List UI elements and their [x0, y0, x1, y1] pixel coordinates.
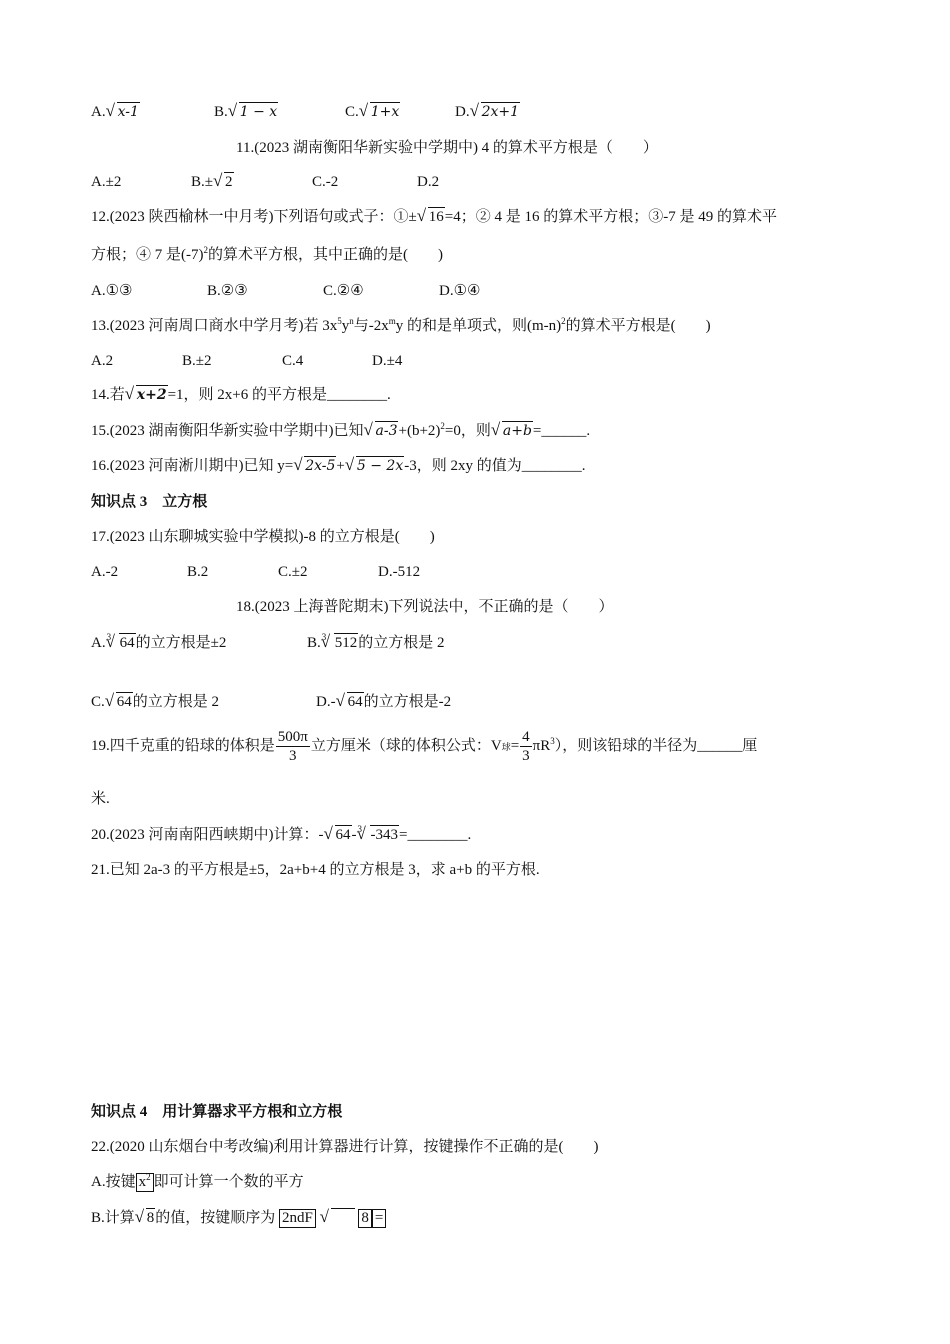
q14-stem: 14.若√ x+2=1，则 2x+6 的平方根是________. — [91, 385, 391, 405]
q10-option-a: A.√ x-1 — [91, 102, 140, 122]
q16-stem: 16.(2023 河南淅川期中)已知 y=√ 2x-5+√ 5 − 2x-3，则 2xy 的值为________. — [91, 456, 585, 476]
calculator-key-2ndf: 2ndF — [279, 1209, 316, 1228]
q20-stem: 20.(2023 河南南阳西峡期中)计算：-√ 64- √ 3 -343=________. — [91, 825, 471, 845]
q11-option-a: A.±2 — [91, 174, 122, 190]
q17-option-d: D.-512 — [378, 564, 421, 580]
q13-option-b: B.±2 — [182, 353, 212, 369]
q19-stem: 19.四千克重的铅球的体积是 $\frac{500\pi}{3}$ 立方厘米（球的体积公式：V球= $\frac{4}{3}$ $\pi R^3$），则该铅球的半径为______厘 — [91, 729, 758, 765]
calculator-key-equals: = — [372, 1209, 386, 1228]
q17-option-b: B.2 — [187, 564, 209, 580]
q22-option-b: B.计算√ 8的值，按键顺序为 2ndF √ 8 = — [91, 1208, 386, 1228]
section-3-heading: 知识点 3 立方根 — [91, 494, 208, 510]
section-4-heading: 知识点 4 用计算器求平方根和立方根 — [91, 1104, 343, 1120]
q17-option-a: A.-2 — [91, 564, 119, 580]
q11-option-d: D.2 — [417, 174, 440, 190]
q18-option-a: A. √ 3 64的立方根是±2 — [91, 633, 226, 653]
q13-option-a: A.2 — [91, 353, 114, 369]
q22-option-a: A.按键 $x^2$ 即可计算一个数的平方 — [91, 1172, 304, 1190]
q10-option-c: C.√ 1+x — [345, 102, 400, 122]
q10-option-d: D.√ 2x+1 — [455, 102, 520, 122]
fraction: $\frac{500\pi}{3}$ — [277, 729, 308, 765]
q11-stem: 11.(2023 湖南衡阳华新实验中学期中) 4 的算术平方根是（ ） — [236, 140, 658, 156]
q17-option-c: C.±2 — [278, 564, 308, 580]
q12-stem: 12.(2023 陕西榆林一中月考)下列语句或式子：①±√ 16=4；② 4 是 16 的算术平方根；③-7 是 49 的算术平 — [91, 207, 777, 227]
q12-stem-line2: 方根；④ 7 是$(-7)^2$的算术平方根，其中正确的是( ) — [91, 245, 443, 263]
q10-option-b: B.√ 1 − x — [214, 102, 278, 122]
q17-stem: 17.(2023 山东聊城实验中学模拟)-8 的立方根是( ) — [91, 529, 435, 545]
q11-option-c: C.-2 — [312, 174, 339, 190]
q22-stem: 22.(2020 山东烟台中考改编)利用计算器进行计算，按键操作不正确的是( ) — [91, 1139, 599, 1155]
q18-stem: 18.(2023 上海普陀期末)下列说法中，不正确的是（ ） — [236, 599, 614, 615]
calculator-key-square: $x^2$ — [136, 1173, 154, 1192]
q21-stem: 21.已知 2a-3 的平方根是±5，2a+b+4 的立方根是 3，求 a+b 的平方根. — [91, 862, 540, 878]
calculator-key-sqrt — [320, 1208, 355, 1228]
q12-option-d: D.①④ — [439, 283, 481, 299]
calculator-key-8: 8 — [358, 1209, 372, 1228]
q11-option-b: B.±√ 2 — [191, 172, 234, 192]
sqrt-symbol: √ x-1 — [106, 102, 140, 122]
q13-option-c: C.4 — [282, 353, 304, 369]
q12-option-b: B.②③ — [207, 283, 248, 299]
q18-option-c: C.√ 64的立方根是 2 — [91, 692, 219, 712]
q12-option-a: A.①③ — [91, 283, 133, 299]
fraction: $\frac{4}{3}$ — [522, 729, 530, 765]
q15-stem: 15.(2023 湖南衡阳华新实验中学期中)已知√ $a-3+(b+2)^2=0$，则√ a+b=______. — [91, 421, 590, 441]
q19-stem-line2: 米. — [91, 791, 110, 807]
q13-stem: 13.(2023 河南周口商水中学月考)若 $3x^5y^n$与$-2x^my$ 的和是单项式，则$(m-n)^2$的算术平方根是( ) — [91, 316, 711, 334]
q18-option-d: D.-√ 64的立方根是-2 — [316, 692, 451, 712]
q12-option-c: C.②④ — [323, 283, 364, 299]
q13-option-d: D.±4 — [372, 353, 403, 369]
q18-option-b: B. √ 3 512的立方根是 2 — [307, 633, 445, 653]
